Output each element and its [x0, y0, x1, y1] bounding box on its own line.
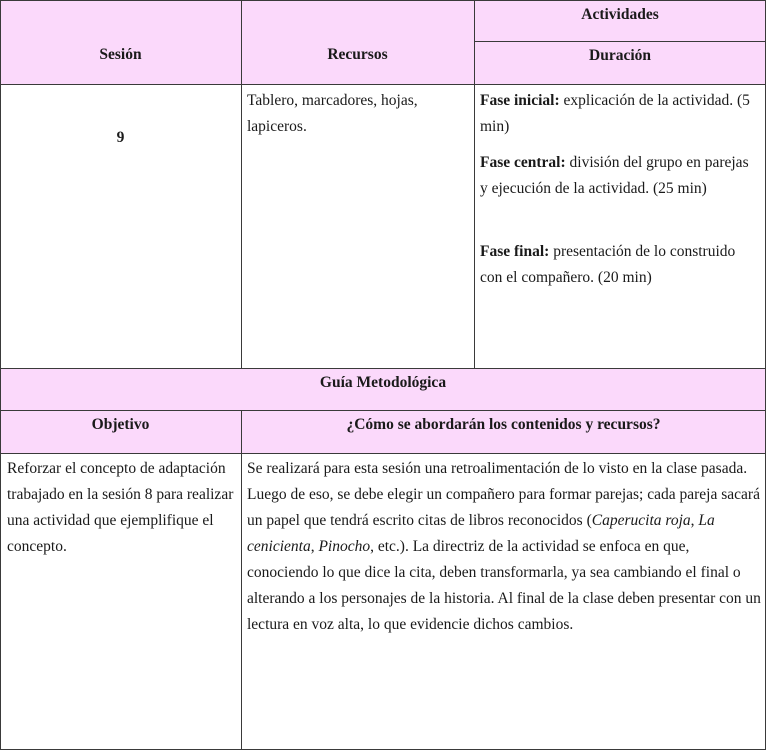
approach-sep-2: ,: [310, 538, 319, 555]
approach-sep-1: ,: [690, 512, 699, 529]
phase-initial: [480, 88, 760, 140]
phase-central-text: división del grupo en parejas y ejecución de la actividad. (25 min): [480, 154, 749, 197]
objective-header: Objetivo: [91, 416, 150, 433]
approach-cell: [247, 456, 762, 638]
phase-final-text: presentación de lo construido con el compañero. (20 min): [480, 243, 736, 286]
resources-header: Recursos: [327, 46, 388, 63]
session-header: Sesión: [99, 46, 142, 63]
phase-final-label: Fase final:: [480, 243, 550, 260]
session-number: 9: [116, 129, 125, 146]
hline-activities-split: [474, 41, 766, 42]
phase-initial-text: explicación de la actividad. (5 min): [480, 92, 750, 135]
approach-text-1: Se realizará para esta sesión una retroalimentación de lo visto en la clase pasada. Luego de eso, se debe elegir un compañero para formar parejas; cada pareja sacará un papel que tendrá escrito citas de libros reconocidos (: [247, 460, 760, 529]
book-title-caperucita: Caperucita roja: [591, 512, 691, 529]
book-title-pinocho: Pinocho: [318, 538, 371, 555]
hline-top: [0, 0, 766, 1]
approach-text-2: , etc.). La directriz de la actividad se enfoca en que, conociendo lo que dice la cita, deben transformarla, ya sea cambiando el final o alterando a los personajes de la historia. Al final de la clase deben presentar con un lectura en voz alta, lo que evidencie dichos cambios.: [247, 538, 761, 633]
vline-objective-approach: [241, 410, 242, 750]
guide-title: Guía Metodológica: [319, 374, 447, 391]
activities-header: Actividades: [581, 6, 659, 23]
phase-central: [480, 150, 760, 202]
hline-guide-header-bottom: [0, 453, 766, 454]
hline-bottom: [0, 749, 766, 750]
duration-header: Duración: [589, 47, 651, 64]
header-bg-session-resources: [0, 0, 474, 84]
hline-header-bottom: [0, 84, 766, 85]
resources-cell: Tablero, marcadores, hojas, lapiceros.: [247, 92, 418, 135]
phase-initial-label: Fase inicial:: [480, 92, 560, 109]
phase-final: [480, 239, 760, 291]
book-title-cenicienta: La cenicienta: [247, 512, 715, 555]
hline-guide-split: [0, 410, 766, 411]
approach-header: ¿Cómo se abordarán los contenidos y recursos?: [346, 416, 661, 433]
hline-guide-top: [0, 368, 766, 369]
phase-central-label: Fase central:: [480, 154, 566, 171]
objective-cell: Reforzar el concepto de adaptación trabajado en la sesión 8 para realizar una actividad que ejemplifique el concepto.: [7, 460, 234, 555]
